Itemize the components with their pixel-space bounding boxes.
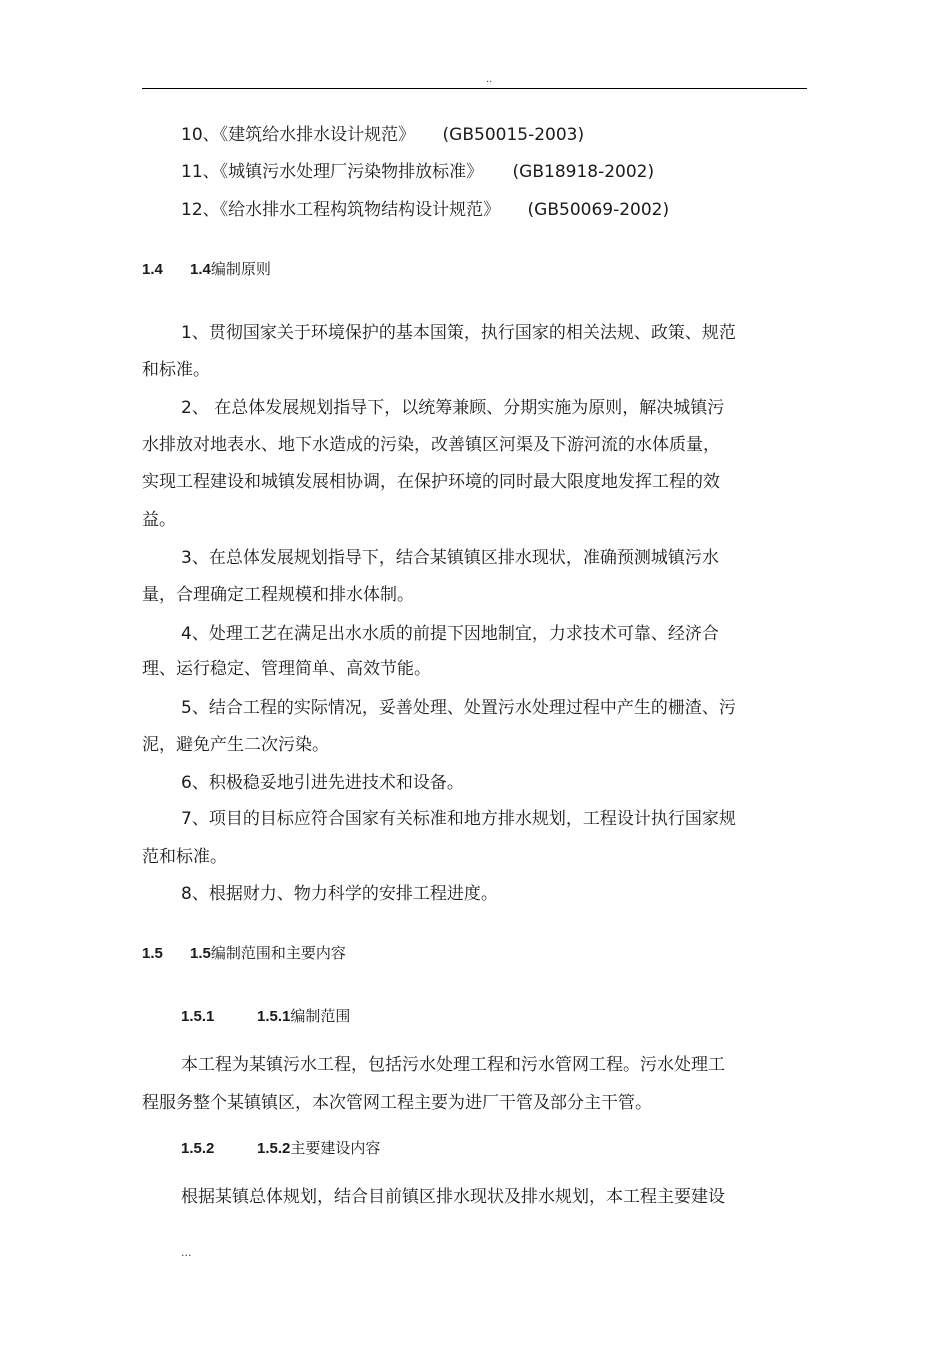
principle-line: 实现工程建设和城镇发展相协调，在保护环境的同时最大限度地发挥工程的效 <box>142 472 720 492</box>
principle-line: 益。 <box>142 510 176 530</box>
page-header-mark: .. <box>486 74 493 85</box>
section-number-repeat: 1.4 <box>190 261 211 278</box>
reference-title: 12、《给水排水工程构筑物结构设计规范》 <box>181 200 501 220</box>
subsection-heading-1-5-1 <box>181 1005 350 1026</box>
section-heading-1-5 <box>142 942 346 963</box>
principle-line: 6、积极稳妥地引进先进技术和设备。 <box>181 773 464 793</box>
content-line: 根据某镇总体规划，结合目前镇区排水现状及排水规划，本工程主要建设 <box>181 1187 725 1207</box>
subsection-number-repeat: 1.5.1 <box>257 1008 291 1025</box>
header-rule <box>142 88 807 89</box>
section-title: 编制范围和主要内容 <box>210 944 346 962</box>
principle-line: 7、项目的目标应符合国家有关标准和地方排水规划，工程设计执行国家规 <box>181 809 736 829</box>
subsection-number-repeat: 1.5.2 <box>257 1140 291 1157</box>
subsection-title: 主要建设内容 <box>290 1139 381 1157</box>
scope-line: 程服务整个某镇镇区，本次管网工程主要为进厂干管及部分主干管。 <box>142 1093 652 1113</box>
subsection-title: 编制范围 <box>290 1007 351 1025</box>
reference-title: 10、《建筑给水排水设计规范》 <box>181 125 416 145</box>
reference-code: (GB50015-2003) <box>442 125 585 145</box>
principle-line: 水排放对地表水、地下水造成的污染，改善镇区河渠及下游河流的水体质量， <box>142 435 720 455</box>
reference-item <box>181 120 584 145</box>
reference-code: (GB50069-2002) <box>527 200 670 220</box>
principle-line: 3、在总体发展规划指导下，结合某镇镇区排水现状，准确预测城镇污水 <box>181 548 719 568</box>
principle-line: 量，合理确定工程规模和排水体制。 <box>142 585 414 605</box>
subsection-number: 1.5.1 <box>181 1008 215 1025</box>
principle-line: 1、贯彻国家关于环境保护的基本国策，执行国家的相关法规、政策、规范 <box>181 323 736 343</box>
section-number: 1.4 <box>142 261 163 278</box>
reference-code: (GB18918-2002) <box>512 162 655 182</box>
principle-line: 2、 在总体发展规划指导下，以统筹兼顾、分期实施为原则，解决城镇污 <box>181 398 725 418</box>
principle-line: 理、运行稳定、管理简单、高效节能。 <box>142 659 431 679</box>
principle-line: 范和标准。 <box>142 847 227 867</box>
principle-line: 5、结合工程的实际情况，妥善处理、处置污水处理过程中产生的栅渣、污 <box>181 698 736 718</box>
subsection-heading-1-5-2 <box>181 1137 380 1158</box>
section-number-repeat: 1.5 <box>190 945 211 962</box>
reference-item <box>181 157 654 182</box>
section-heading-1-4 <box>142 258 271 279</box>
principle-line: 和标准。 <box>142 360 210 380</box>
subsection-number: 1.5.2 <box>181 1140 215 1157</box>
section-number: 1.5 <box>142 945 163 962</box>
reference-item <box>181 195 669 220</box>
section-title: 编制原则 <box>210 260 271 278</box>
page-footer-mark: ... <box>181 1246 192 1259</box>
scope-line: 本工程为某镇污水工程，包括污水处理工程和污水管网工程。污水处理工 <box>181 1055 725 1075</box>
principle-line: 8、根据财力、物力科学的安排工程进度。 <box>181 884 498 904</box>
principle-line: 4、处理工艺在满足出水水质的前提下因地制宜，力求技术可靠、经济合 <box>181 624 719 644</box>
principle-line: 泥，避免产生二次污染。 <box>142 735 329 755</box>
reference-title: 11、《城镇污水处理厂污染物排放标准》 <box>181 162 484 182</box>
